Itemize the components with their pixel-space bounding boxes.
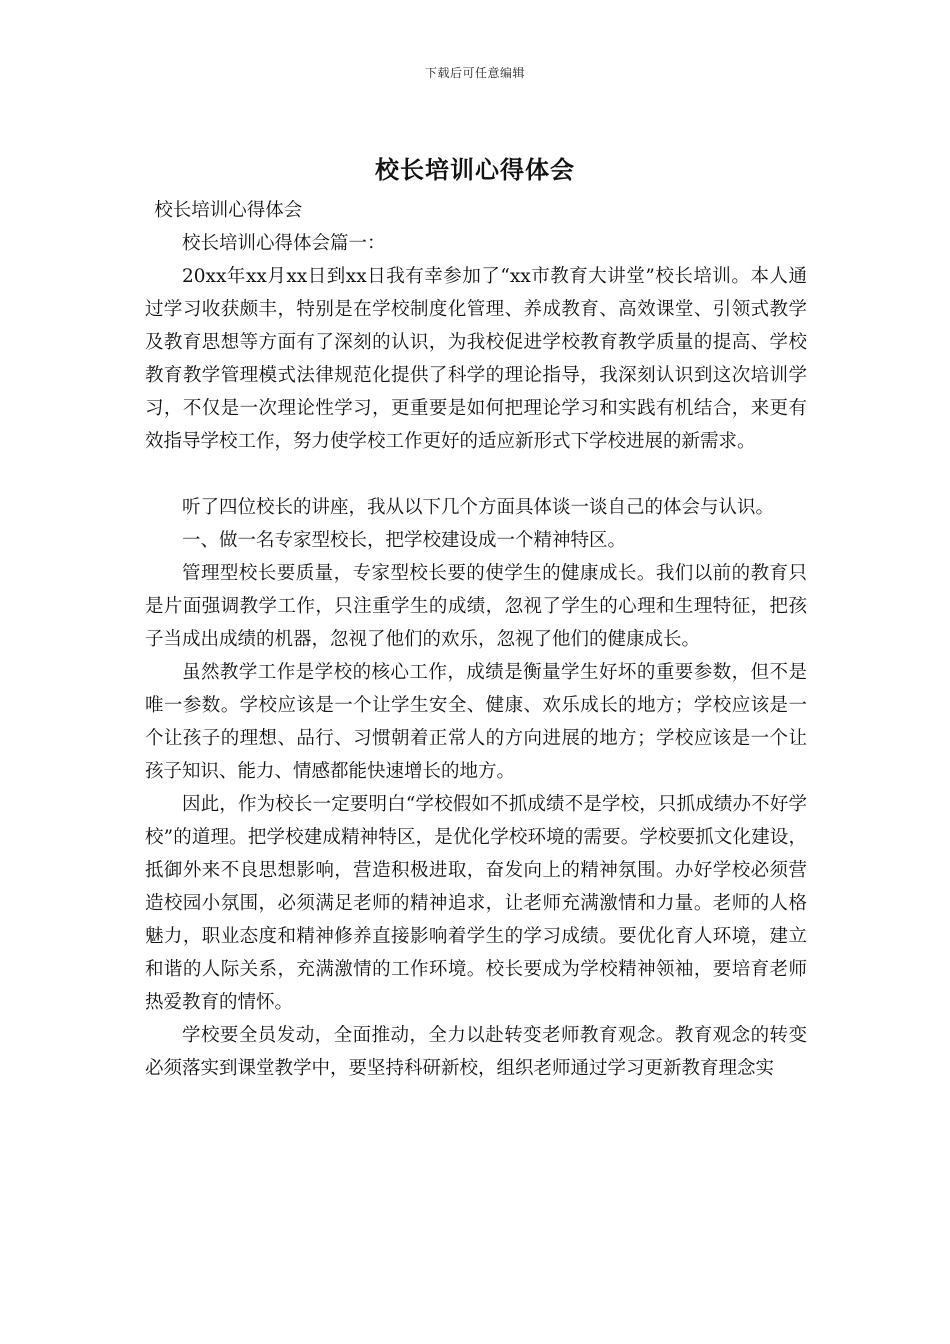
paragraph: 因此，作为校长一定要明白“学校假如不抓成绩不是学校，只抓成绩办不好学校”的道理。把学校建成精神特区，是优化学校环境的需要。学校要抓文化建设，抵御外来不良思想影响，营造积极进取，奋发向上的精神氛围。办好学校必须营造校园小氛围，必须满足老师的精神追求，让老师充满激情和力量。老师的人格魅力，职业态度和精神修养直接影响着学生的学习成绩。要优化育人环境，建立和谐的人际关系，充满激情的工作环境。校长要成为学校精神领袖，要培育老师热爱教育的情怀。 [145,794,807,1013]
header-note: 下载后可任意编辑 [424,66,525,80]
paragraph: 听了四位校长的讲座，我从以下几个方面具体谈一谈自己的体会与认识。 [182,497,775,518]
paragraph: 校长培训心得体会篇一： [182,233,386,254]
document-title: 校长培训心得体会 [375,155,575,184]
section-heading: 一、做一名专家型校长，把学校建设成一个精神特区。 [182,530,627,551]
paragraph: 管理型校长要质量，专家型校长要的使学生的健康成长。我们以前的教育只是片面强调教学工作，只注重学生的成绩，忽视了学生的心理和生理特征，把孩子当成出成绩的机器，忽视了他们的欢乐，忽视了他们的健康成长。 [145,563,807,650]
paragraph: 学校要全员发动，全面推动，全力以赴转变老师教育观念。教育观念的转变必须落实到课堂教学中，要坚持科研新校，组织老师通过学习更新教育理念实 [145,1025,807,1079]
document-subtitle: 校长培训心得体会 [154,200,303,221]
paragraph: 20xx年xx月xx日到xx日我有幸参加了“xx市教育大讲堂”校长培训。本人通过学习收获颇丰，特别是在学校制度化管理、养成教育、高效课堂、引领式教学及教育思想等方面有了深刻的认识，为我校促进学校教育教学质量的提高、学校教育教学管理模式法律规范化提供了科学的理论指导，我深刻认识到这次培训学习，不仅是一次理论性学习，更重要是如何把理论学习和实践有机结合，来更有效指导学校工作，努力使学校工作更好的适应新形式下学校进展的新需求。 [145,266,807,452]
document-body [145,194,807,1085]
paragraph: 虽然教学工作是学校的核心工作，成绩是衡量学生好坏的重要参数，但不是唯一参数。学校应该是一个让学生安全、健康、欢乐成长的地方；学校应该是一个让孩子的理想、品行、习惯朝着正常人的方向进展的地方；学校应该是一个让孩子知识、能力、情感都能快速增长的地方。 [145,662,807,782]
